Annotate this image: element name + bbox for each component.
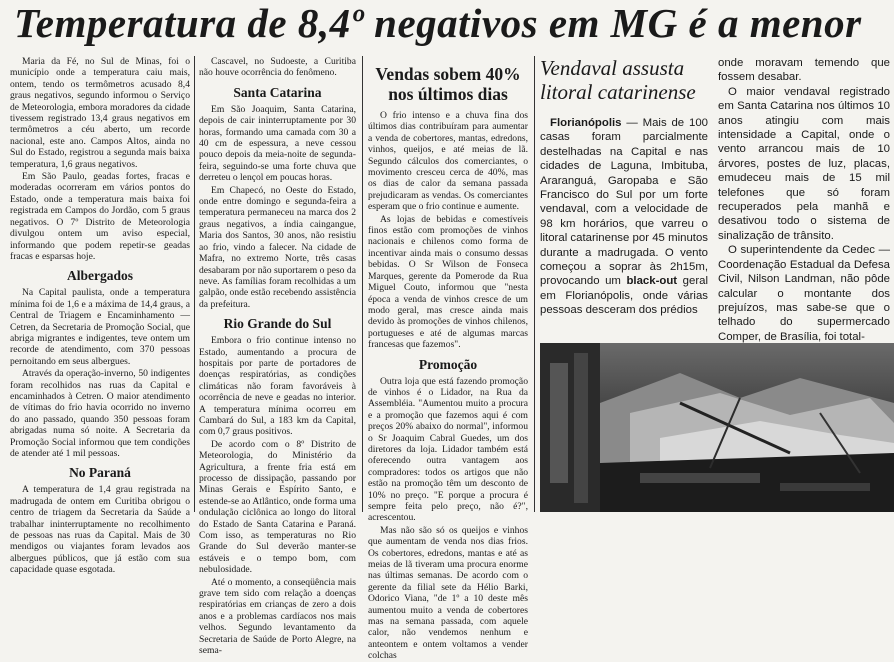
news-photo <box>540 343 894 512</box>
column-4 <box>540 56 708 338</box>
column-divider <box>534 56 535 512</box>
paragraph: As lojas de bebidas e comestíveis finos estão com promoções de vinhos nacionais e chilenos como forma de incentivar ainda mais o consumo dessas bebidas. O Sr Wilson de Fonseca Marques, gerente da Pomerode da Rua Miguel Couto, informou que "nesta época a venda de vinhos cresce de um modo geral, mas cresce ainda mais devido às promoções de vinhos chilenos, portugueses e até de algumas marcas francesas que fazemos". <box>368 213 528 351</box>
paragraph: Em Chapecó, no Oeste do Estado, onde entre domingo e segunda-feira a temperatura permaneceu na marca dos 2 graus negativos, a índia caingangue, Maria dos Santos, 30 anos, não resistiu ao frio, vindo a falecer. Na cidade de Mafra, no extremo Norte, três casas desabaram por não suportarem o peso da neve. As famílias foram recolhidas a um galpão, onde estão recebendo assistência da prefeitura. <box>199 184 356 310</box>
paragraph: Na Capital paulista, onde a temperatura mínima foi de 1,6 e a máxima de 14,4 graus, a Central de Triagem e Encaminhamento — Cetren, da Secretaria de Promoção Social, que abriga migrantes e indigentes, teve ontem um recorde de atendimento, com 370 pessoas pernoitando em seus albergues. <box>10 287 190 367</box>
paragraph <box>540 116 708 318</box>
paragraph: Mas não são só os queijos e vinhos que aumentam de venda nos dias frios. Os cobertores, edredons, mantas e até as meias de lã tiveram uma procura enorme nas últimas semanas. De acordo com o gerente da filial sete da Hélio Barki, Odorico Viana, "de 1º a 10 deste mês aumentou muito a venda de cobertores mas na semana passada, com aquele calor, não vendemos nenhum e anteontem e ontem voltamos a vender colchas <box>368 524 528 662</box>
paragraph: Maria da Fé, no Sul de Minas, foi o município onde a temperatura caiu mais, ontem, tendo os termômetros acusado 8,4 graus negativos, segundo informou o Serviço de Meteorologia, embora moradores da cidade tivessem registrado 13,4 graus negativos em termômetros a céu aberto, um recorde nacional, este ano. Campos Altos, ainda no Sul do Estado, registrou a segunda mais baixa temperatura, 1,6 graus negativos. <box>10 56 190 170</box>
subhead-promocao: Promoção <box>418 356 478 372</box>
column-5 <box>718 56 890 343</box>
column-3 <box>368 62 528 662</box>
paragraph: Através da operação-inverno, 50 indigentes foram recolhidos nas ruas da Capital e encaminhados à Cetren. O maior atendimento de vítimas do frio havia ocorrido no inverno do ano passado, quando 350 pessoas foram abrigadas numa só noite. A Secretaria da Promoção Social informou que tem condições de atender até 1 mil pessoas. <box>10 368 190 459</box>
subhead-parana: No Paraná <box>69 465 131 481</box>
subhead-santa-catarina: Santa Catarina <box>233 84 322 100</box>
paragraph: onde moravam temendo que fossem desabar. <box>718 57 890 84</box>
paragraph: O maior vendaval registrado em Santa Catarina nos últimos 10 anos atingiu com mais intensidade a Capital, onde o vento arrancou mais de 10 árvores, postes de luz, placas, emudeceu mais de 15 mil telefones que só foram recuperados pela manhã e desativou todo o sistema de sinalização de trânsito. <box>718 85 890 242</box>
subhead-albergados: Albergados <box>66 268 133 284</box>
storm-damage-photo <box>540 343 894 512</box>
paragraph: Cascavel, no Sudoeste, a Curitiba não houve ocorrência do fenômeno. <box>199 56 356 79</box>
paragraph-text: geral em Florianópolis, onde várias pessoas desceram dos prédios <box>540 275 708 317</box>
paragraph: A temperatura de 1,4 grau registrada na madrugada de ontem em Curitiba obrigou o centro de triagem da Secretaria da Saúde a trabalhar ininterruptamente no recolhimento de pessoas nas ruas da Capital. Mais de 30 mendigos ou viajantes foram levados aos albergues públicos, que já estão com sua capacidade quase esgotada. <box>10 484 190 576</box>
subhead-rio-grande-do-sul: Rio Grande do Sul <box>223 316 332 332</box>
paragraph: De acordo com o 8º Distrito de Meteorologia, do Ministério da Agricultura, a frente fria está em processo de dissipação, passando por Minas Gerais e Espírito Santo, e estende-se ao Atlântico, onde forma uma ondulação ciclônica ao longo do litoral do Estado de Santa Catarina e Paraná. Com isso, as temperaturas no Rio Grande do Sul deverão manter-se estáveis e o tempo bom, com nebulosidade. <box>199 438 356 576</box>
article-title-vendaval: Vendaval assusta litoral catarinense <box>540 56 696 104</box>
column-divider <box>194 56 195 512</box>
paragraph-text: — Mais de 100 casas foram parcialmente destelhadas na Capital e nas cidades de Laguna, Imbituba, Araranguá, Garopaba e São Francisco do Sul por um forte vendaval, com a velocidade de 98 km horários, que varreu o litoral catarinense por 45 minutos durante a madrugada. O vento começou a soprar às 2h15m, provocando um <box>540 117 708 288</box>
dateline: Florianópolis <box>550 117 622 129</box>
paragraph: Em São Paulo, geadas fortes, fracas e moderadas ocorreram em vários pontos do Estado, onde a temperatura mais baixa foi registrada em Campos do Jordão, com 5 graus negativos. O 7º Distrito de Meteorologia divulgou ontem um aviso especial, informando que podem repetir-se geadas fracas e esparsas hoje. <box>10 171 190 262</box>
bold-term: black-out <box>626 275 678 288</box>
article-title-vendas: Vendas sobem 40% nos últimos dias <box>375 64 521 104</box>
paragraph: Embora o frio continue intenso no Estado, aumentando a procura de hospitais por parte de portadores de doenças respiratórias, as condições climáticas não foram favoráveis à ocorrência de neve e geadas no interior. A temperatura mínima ocorreu em Cambará do Sul, a 183 km da Capital, com 0,7 graus positivos. <box>199 335 356 438</box>
paragraph: Até o momento, a conseqüência mais grave tem sido com relação a doenças respiratórias em crianças de zero a dois anos e a problemas cardíacos nos mais velhos. Segundo levantamento da Secretaria de Saúde de Porto Alegre, na sema- <box>199 576 356 657</box>
headline: Temperatura de 8,4º negativos em MG é a menor <box>14 0 862 46</box>
paragraph: O superintendente da Cedec — Coordenação Estadual da Defesa Civil, Nilson Landman, não pôde calcular o montante dos prejuízos, mas sabe-se que o telhado do supermercado Comper, de Brasília, foi total- <box>718 244 890 343</box>
column-1 <box>10 56 190 576</box>
column-2 <box>199 56 356 657</box>
paragraph: O frio intenso e a chuva fina dos últimos dias contribuíram para aumentar a venda de cobertores, mantas, edredons, vinhos, queijos, e até meias de lã. Segundo cálculos dos comerciantes, o movimento cresceu cerca de 40%, mas os dias de calor da semana passada prejudicaram as vendas. Os comerciantes esperam que o frio continue e aumente. <box>368 110 528 213</box>
column-divider <box>362 56 363 512</box>
paragraph: Outra loja que está fazendo promoção de vinhos é o Lidador, na Rua da Assembléia. "Aumentou muito a procura e a promoção que fazemos aqui é com preços 20% abaixo do normal", informou o Sr Joaquim Cabral Guedes, um dos diretores da loja. Lidador também está oferecendo outra vantagem aos compradores: todos os artigos que não estão na promoção têm um desconto de 10% no preço. "E porque a procura é sempre feita pelo preço, não é?", acrescentou. <box>368 375 528 524</box>
paragraph: Em São Joaquim, Santa Catarina, depois de cair ininterruptamente por 30 horas, formando uma camada com 30 a 40 cm de espessura, a neve cessou pouco depois da meia-noite de segunda-feira, seguindo-se uma forte chuva que derreteu o lençol em poucas horas. <box>199 103 356 184</box>
